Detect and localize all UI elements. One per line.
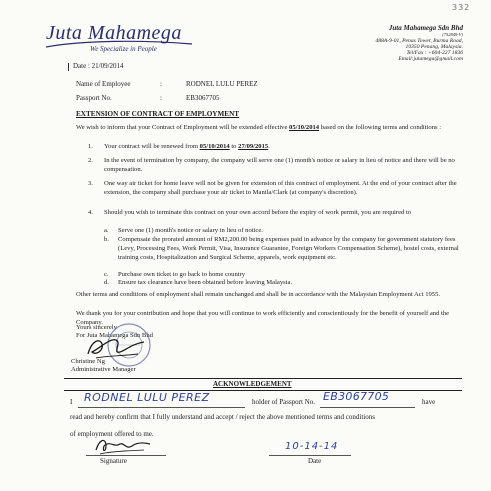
letter-heading: EXTENSION OF CONTRACT OF EMPLOYMENT [76,110,240,118]
passport-colon: : [160,94,162,102]
effective-date: 05/10/2014 [289,124,320,131]
item-2-text: In the event of termination by company, the company will serve one (1) month's notice or salary in lieu of notice and there will be no compensation. [104,157,455,173]
ack-name-line [78,407,245,408]
item-4a-letter: a. [104,227,109,234]
date-label: Date [308,457,322,465]
ack-divider-top [64,378,462,379]
item-4b-letter: b. [104,236,109,243]
intro-paragraph [76,124,459,133]
item-3-text: One way air ticket for home leave will not be given for extension of this contract of employment. At the end of your contract after the extension, the company shall purchase your air ticket to Manila/Clark (at company's discretion). [104,180,457,196]
employee-name-colon: : [160,80,162,88]
document-number: 332 [452,3,471,12]
item-4-number: 4. [88,209,93,216]
ack-handwritten-passport: EB3067705 [323,390,390,403]
item-4c-text: Purchase own ticket to go back to home country [118,271,246,278]
ack-handwritten-name: RODNEL LULU PEREZ [84,391,210,404]
renewal-to-date: 27/09/2015 [238,143,269,150]
company-email: Email:jutamega@gmail.com [398,56,463,62]
intro-text-1: We wish to inform that your Contract of Employment will be extended effective [76,124,290,131]
ack-confirm-text: read and hereby confirm that I fully understand and accept / reject the above mentioned terms and conditions [70,413,375,421]
item-4a-text: Serve one (1) month's notice or salary in lieu of notice. [118,227,263,234]
passport-label: Passport No. [76,94,112,102]
company-name: Juta Mahamega Sdn Bhd [388,24,463,32]
company-logo-name: Juta Mahamega [46,22,182,44]
manager-signature-icon [82,334,148,360]
company-tagline: We Specialize in People [90,45,157,53]
item-4d-text: Ensure tax clearance have been obtained before leaving Malaysia. [118,279,293,286]
passport-value: EB3067705 [186,94,220,102]
item-1-number: 1. [88,143,93,150]
other-terms-paragraph: Other terms and conditions of employment shall remain unchanged and shall be in accordance with the Malaysian Employment Act 1955. [76,291,441,298]
item-2-number: 2. [88,157,93,164]
item-4d-letter: d. [104,279,109,286]
item-3-number: 3. [88,180,93,187]
ack-offer-text: of employment offered to me. [70,430,154,438]
signature-line [86,455,166,456]
item-1-part1: Your contract will be renewed from [104,143,200,150]
employee-name-label: Name of Employee [76,80,131,88]
item-1-text [104,143,459,152]
signer-role: Administrative Manager [71,366,136,373]
letter-date: Date : 21/09/2014 [73,62,124,70]
renewal-from-date: 05/10/2014 [199,143,230,150]
item-1-end: . [268,143,270,150]
item-4b-text: Compensate the prorated amount of RM2,200.00 being expenses paid in advance by the company for government statutory fees (Levy, Processing Fees, Work Permit, Visa, Insurance Guarantee, Foreign Workers Compensation Scheme), hostel costs, external training costs, Hospitalization and Surgical Scheme, apparels, work equipment etc. [118,236,459,261]
company-phone: Tel/Fax : +604-227 1836 [406,50,463,56]
item-4-text: Should you wish to terminate this contract on your own accord before the expiry of work permit, you are required to [104,209,412,216]
item-4c-letter: c. [104,271,109,278]
company-registration: (752849-V) [442,32,463,37]
item-1-to: to [229,143,239,150]
acknowledgement-title: ACKNOWLEDGEMENT [213,380,292,388]
employee-name-value: RODNEL LULU PEREZ [186,80,258,88]
employee-signature-icon [92,434,154,456]
intro-text-2: based on the following terms and conditions : [319,124,442,131]
signature-label: Signature [100,457,127,465]
for-company: For Juta Mahamega Sdn Bhd [76,332,153,339]
company-address-line2: 10350 Penang, Malaysia. [405,44,463,50]
ack-have-text: have [422,398,436,406]
thanks-paragraph: We thank you for your contribution and hope that you will continue to work efficiently and conscientiously for the benefit of yourself and the Company. [76,310,450,326]
ack-handwritten-date: 10-14-14 [285,441,339,452]
ack-passport-line [320,407,415,408]
date-line [269,455,351,456]
ack-holder-text: holder of Passport No. [252,398,315,406]
ack-i: I [70,398,73,406]
signer-name: Christine Ng [71,358,105,365]
company-address-line1: 488A-9-01, Penas Tower, Burma Road, [375,38,463,44]
yours-sincerely: Yours sincerely [76,324,117,331]
